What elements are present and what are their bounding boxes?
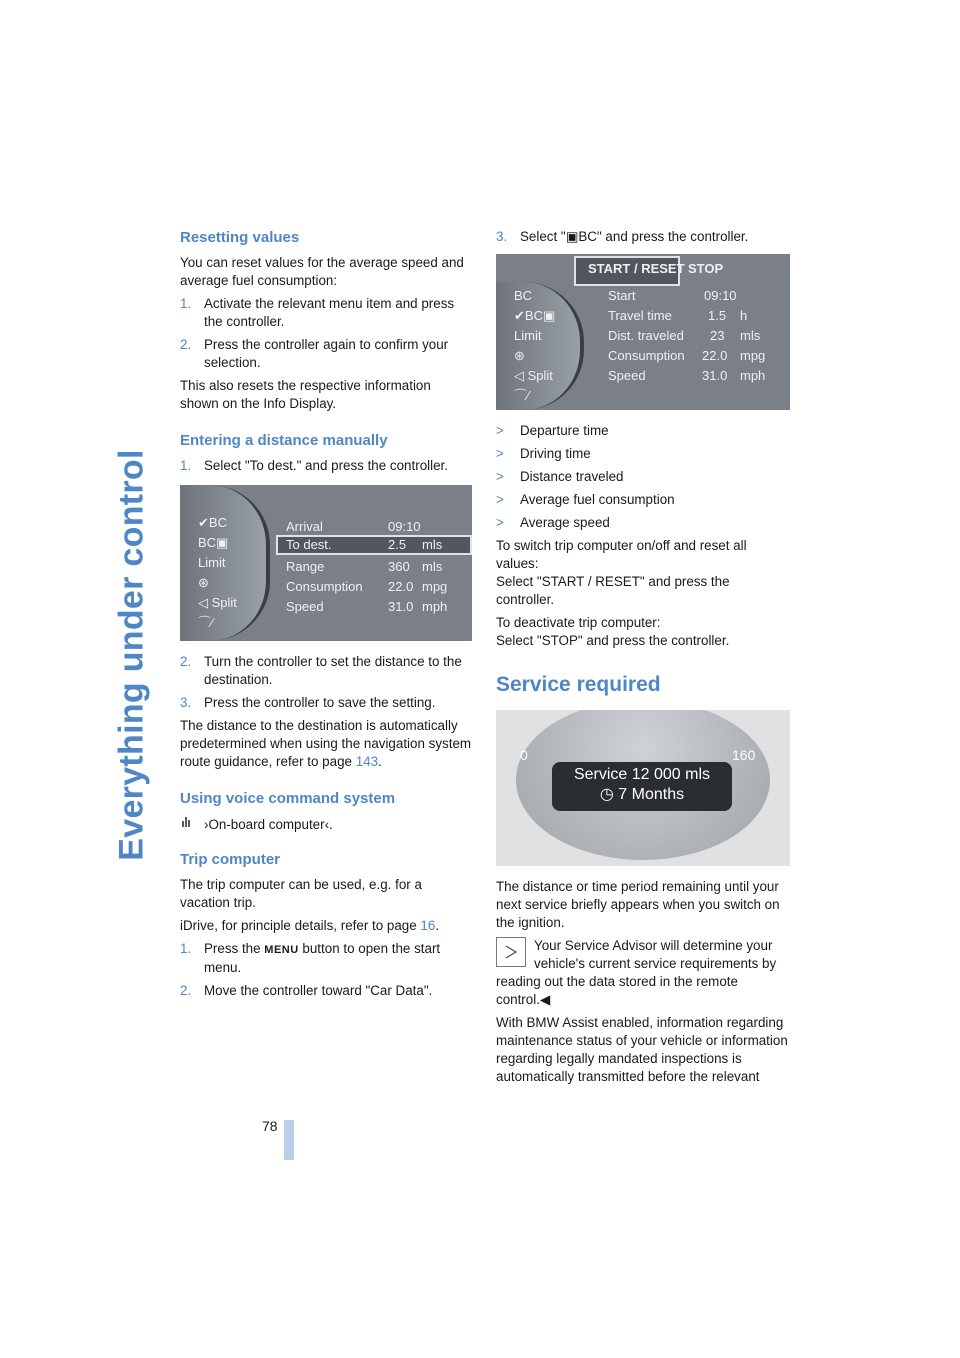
side-section-title: Everything under control bbox=[112, 449, 151, 861]
screenshot-to-dest: ✔BC BC▣ Limit ⊛ ◁ Split ⌒⁄ Arrival 09:10 To dest. 2.5 mls Range 360 mls Consumption 22.0 mpg Speed 31.0 mph bbox=[180, 485, 472, 641]
page-number: 78 bbox=[262, 1118, 278, 1134]
entering-step-2: 2. Turn the controller to set the distance to the destination. bbox=[180, 654, 462, 687]
deactivate-select: Select "STOP" and press the controller. bbox=[496, 633, 730, 648]
resetting-step-2: 2. Press the controller again to confirm your selection. bbox=[180, 337, 449, 370]
service-note: Your Service Advisor will determine your vehicle's current service requirements by reading out the data stored in the remote control.◀ bbox=[496, 938, 777, 1007]
entering-step-1: 1. Select "To dest." and press the controller. bbox=[180, 458, 448, 473]
right-column bbox=[496, 228, 790, 1091]
screen-menu-column-2: BC ✔BC▣ Limit ⊛ ◁ Split ⌒⁄ bbox=[496, 282, 584, 410]
screen-menu-column: ✔BC BC▣ Limit ⊛ ◁ Split ⌒⁄ bbox=[180, 485, 270, 641]
resetting-outro: This also resets the respective information shown on the Info Display. bbox=[180, 378, 431, 411]
voice-command-icon bbox=[180, 815, 194, 834]
bc-icon: ▣ bbox=[565, 229, 579, 244]
trip-step-1: 1. Press the MENU button to open the start menu. bbox=[180, 941, 441, 975]
gauge-low-label: 0 bbox=[520, 747, 528, 763]
entering-outro: The distance to the destination is automatically predetermined when using the navigation system route guidance, refer to page 143. bbox=[180, 718, 472, 769]
screenshot-trip-computer: START / RESET STOP BC ✔BC▣ Limit ⊛ ◁ Split ⌒⁄ Start 09:10 Travel time 1.5 h Dist. traveled 23 mls Consumption 22.0 mpg Speed 31.0 mph bbox=[496, 254, 790, 410]
trip-step-3: 3. Select "▣BC" and press the controller. bbox=[496, 229, 749, 244]
trip-step-2: 2. Move the controller toward "Car Data". bbox=[180, 983, 433, 998]
menu-button-icon: MENU bbox=[264, 944, 299, 956]
heading-entering-distance: Entering a distance manually bbox=[180, 432, 388, 449]
list-item: > Distance traveled bbox=[496, 469, 624, 484]
resetting-intro: You can reset values for the average speed and average fuel consumption: bbox=[180, 255, 464, 288]
deactivate-text: To deactivate trip computer: bbox=[496, 615, 661, 630]
list-item: > Average fuel consumption bbox=[496, 492, 675, 507]
entering-step-3: 3. Press the controller to save the setting. bbox=[180, 695, 436, 710]
resetting-step-1: 1. Activate the relevant menu item and press the controller. bbox=[180, 296, 455, 329]
trip-idrive-ref: iDrive, for principle details, refer to page 16. bbox=[180, 918, 440, 933]
heading-service-required: Service required bbox=[496, 673, 661, 696]
page-link-143[interactable]: 143 bbox=[355, 754, 379, 769]
page-link-16[interactable]: 16 bbox=[420, 918, 436, 933]
switch-select: Select "START / RESET" and press the controller. bbox=[496, 574, 730, 607]
service-display-image bbox=[496, 710, 790, 866]
heading-resetting-values: Resetting values bbox=[180, 229, 300, 246]
page-marker-bar bbox=[284, 1120, 294, 1160]
service-message-display: Service 12 000 mls ◷ 7 Months bbox=[552, 762, 732, 811]
heading-voice-command: Using voice command system bbox=[180, 790, 396, 807]
note-arrow-icon bbox=[496, 937, 526, 967]
voice-command-line: ›On-board computer‹. bbox=[180, 815, 472, 834]
gauge-high-label: 160 bbox=[732, 747, 756, 763]
heading-trip-computer: Trip computer bbox=[180, 851, 281, 868]
service-para-1: The distance or time period remaining until your next service briefly appears when you switch on the ignition. bbox=[496, 879, 780, 930]
left-column bbox=[180, 228, 472, 1005]
trip-intro: The trip computer can be used, e.g. for a vacation trip. bbox=[180, 877, 422, 910]
list-item: > Driving time bbox=[496, 446, 591, 461]
list-item: > Average speed bbox=[496, 515, 610, 530]
service-para-2: With BMW Assist enabled, information regarding maintenance status of your vehicle or information regarding legally mandated inspections is automatically transmitted before the relevant bbox=[496, 1015, 788, 1084]
switch-text: To switch trip computer on/off and reset all values: bbox=[496, 538, 747, 571]
list-item: > Departure time bbox=[496, 423, 609, 438]
